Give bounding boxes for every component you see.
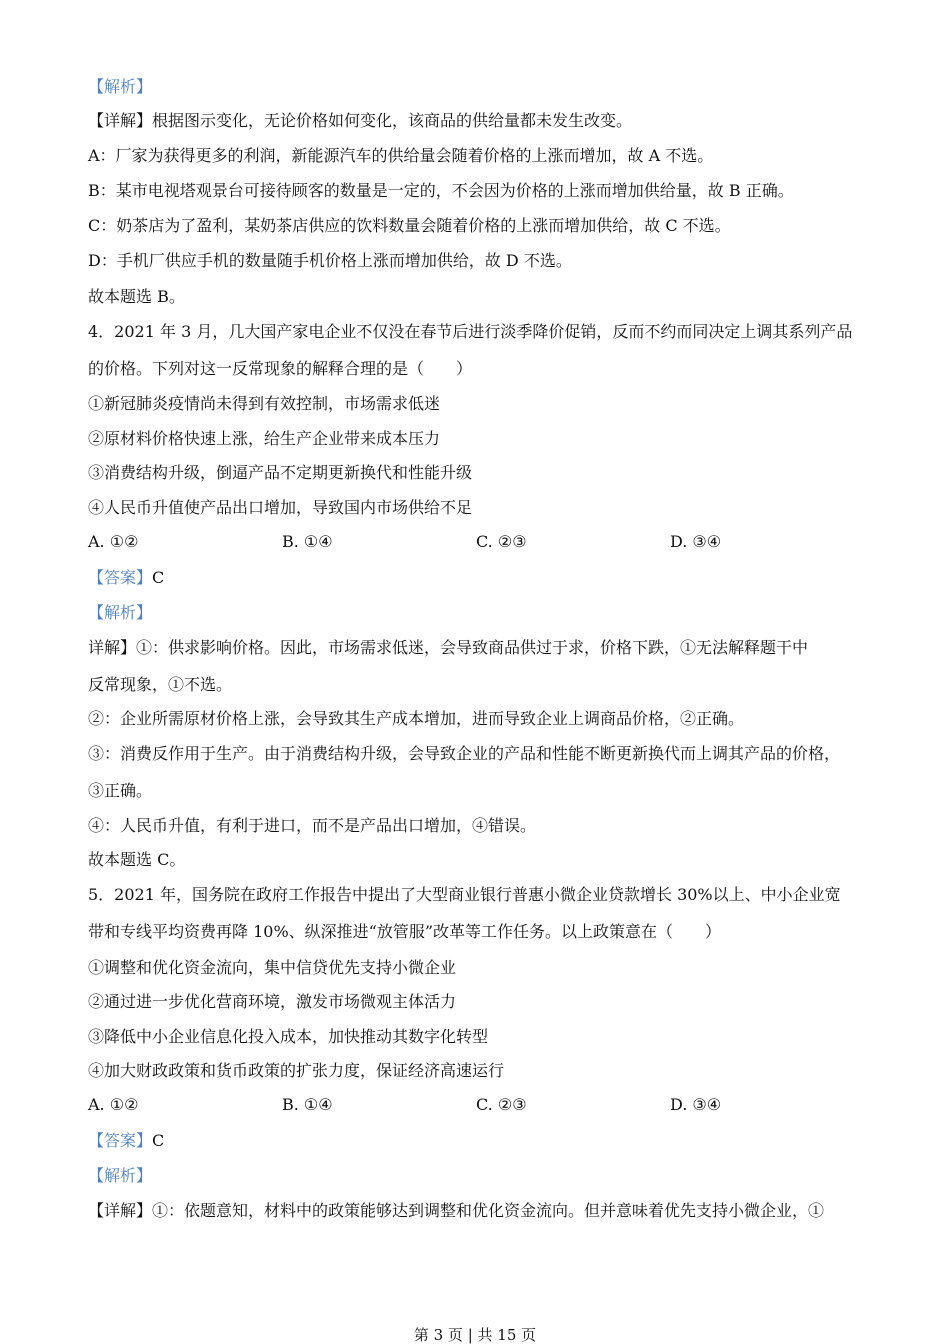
section-tag: 【答案】 bbox=[88, 568, 153, 587]
text-line bbox=[88, 675, 232, 695]
text-line bbox=[88, 1131, 164, 1151]
line-text: 5．2021 年，国务院在政府工作报告中提出了大型商业银行普惠小微企业贷款增长 30%以上、中小企业宽 bbox=[88, 885, 841, 904]
page-footer: 第 3 页 | 共 15 页 bbox=[413, 1326, 537, 1344]
text-line bbox=[88, 885, 841, 905]
text-line bbox=[88, 463, 472, 483]
line-text: ③：消费反作用于生产。由于消费结构升级，会导致企业的产品和性能不断更新换代而上调其产品的价格， bbox=[88, 744, 841, 763]
option-c: C. ②③ bbox=[476, 1095, 527, 1114]
line-text: 详解】①：供求影响价格。因此，市场需求低迷，会导致商品供过于求，价格下跌，①无法解释题干中 bbox=[88, 638, 809, 657]
line-text: ②通过进一步优化营商环境，激发市场微观主体活力 bbox=[88, 992, 457, 1011]
text-line bbox=[88, 216, 731, 236]
option-b: B. ①④ bbox=[282, 1095, 333, 1114]
line-text: ①：依题意知，材料中的政策能够达到调整和优化资金流向。但并意味着优先支持小微企业，① bbox=[152, 1201, 825, 1220]
answer-options bbox=[0, 532, 950, 552]
option-d: D. ③④ bbox=[670, 1095, 722, 1114]
text-line bbox=[88, 603, 152, 623]
text-line bbox=[88, 850, 185, 870]
text-line bbox=[88, 709, 744, 729]
option-b: B. ①④ bbox=[282, 532, 333, 551]
section-tag: 【解析】 bbox=[88, 603, 153, 622]
line-text: ③消费结构升级，倒逼产品不定期更新换代和性能升级 bbox=[88, 463, 473, 482]
line-text: 故本题选 B。 bbox=[88, 287, 185, 306]
line-text: ④人民币升值使产品出口增加，导致国内市场供给不足 bbox=[88, 498, 473, 517]
line-text: ③正确。 bbox=[88, 781, 153, 800]
line-text: A：厂家为获得更多的利润，新能源汽车的供给量会随着价格的上涨而增加，故 A 不选。 bbox=[88, 146, 714, 165]
text-line bbox=[88, 958, 456, 978]
line-text: ①调整和优化资金流向，集中信贷优先支持小微企业 bbox=[88, 958, 457, 977]
section-tag: 【解析】 bbox=[88, 1166, 153, 1185]
line-text: 故本题选 C。 bbox=[88, 850, 186, 869]
text-line bbox=[88, 498, 472, 518]
text-line bbox=[88, 638, 808, 658]
text-line bbox=[88, 77, 152, 97]
option-d: D. ③④ bbox=[670, 532, 722, 551]
option-c: C. ②③ bbox=[476, 532, 527, 551]
text-line bbox=[88, 251, 572, 271]
text-line bbox=[88, 781, 152, 801]
line-text: B：某市电视塔观景台可接待顾客的数量是一定的，不会因为价格的上涨而增加供给量，故 B 正确。 bbox=[88, 181, 794, 200]
text-line bbox=[88, 568, 164, 588]
line-text: 的价格。下列对这一反常现象的解释合理的是（ ） bbox=[88, 359, 473, 378]
line-text: 反常现象，①不选。 bbox=[88, 675, 233, 694]
line-text: ①新冠肺炎疫情尚未得到有效控制，市场需求低迷 bbox=[88, 394, 441, 413]
line-text: ③降低中小企业信息化投入成本，加快推动其数字化转型 bbox=[88, 1027, 489, 1046]
section-tag: 【解析】 bbox=[88, 77, 153, 96]
text-line bbox=[88, 146, 713, 166]
text-line bbox=[88, 1166, 152, 1186]
line-text: ②原材料价格快速上涨，给生产企业带来成本压力 bbox=[88, 429, 441, 448]
line-text: ②：企业所需原材价格上涨，会导致其生产成本增加，进而导致企业上调商品价格，②正确。 bbox=[88, 709, 745, 728]
text-line bbox=[88, 1201, 824, 1221]
text-line bbox=[88, 322, 852, 342]
option-a: A. ①② bbox=[88, 1095, 139, 1114]
option-a: A. ①② bbox=[88, 532, 139, 551]
line-text: ④加大财政政策和货币政策的扩张力度，保证经济高速运行 bbox=[88, 1061, 505, 1080]
section-tag: 【答案】 bbox=[88, 1131, 153, 1150]
text-line bbox=[88, 394, 440, 414]
text-line bbox=[88, 922, 721, 942]
text-line bbox=[88, 1027, 488, 1047]
text-line bbox=[88, 287, 185, 307]
line-text: ④：人民币升值，有利于进口，而不是产品出口增加，④错误。 bbox=[88, 816, 537, 835]
text-line bbox=[88, 111, 632, 131]
text-line bbox=[88, 744, 840, 764]
answer-options bbox=[0, 1095, 950, 1115]
text-line bbox=[88, 992, 456, 1012]
line-text: 带和专线平均资费再降 10%、纵深推进“放管服”改革等工作任务。以上政策意在（ ） bbox=[88, 922, 722, 941]
text-line bbox=[88, 1061, 504, 1081]
text-line bbox=[88, 359, 472, 379]
line-text: C bbox=[152, 1131, 165, 1150]
line-text: C：奶茶店为了盈利，某奶茶店供应的饮料数量会随着价格的上涨而增加供给，故 C 不选。 bbox=[88, 216, 731, 235]
text-line bbox=[88, 181, 794, 201]
section-tag: 【详解】 bbox=[88, 111, 153, 130]
text-line bbox=[88, 429, 440, 449]
line-text: 4．2021 年 3 月，几大国产家电企业不仅没在春节后进行淡季降价促销，反而不约而同决定上调其系列产品 bbox=[88, 322, 853, 341]
line-text: 根据图示变化，无论价格如何变化，该商品的供给量都未发生改变。 bbox=[152, 111, 633, 130]
line-text: C bbox=[152, 568, 165, 587]
section-tag: 【详解】 bbox=[88, 1201, 153, 1220]
line-text: D：手机厂供应手机的数量随手机价格上涨而增加供给，故 D 不选。 bbox=[88, 251, 572, 270]
text-line bbox=[88, 816, 536, 836]
